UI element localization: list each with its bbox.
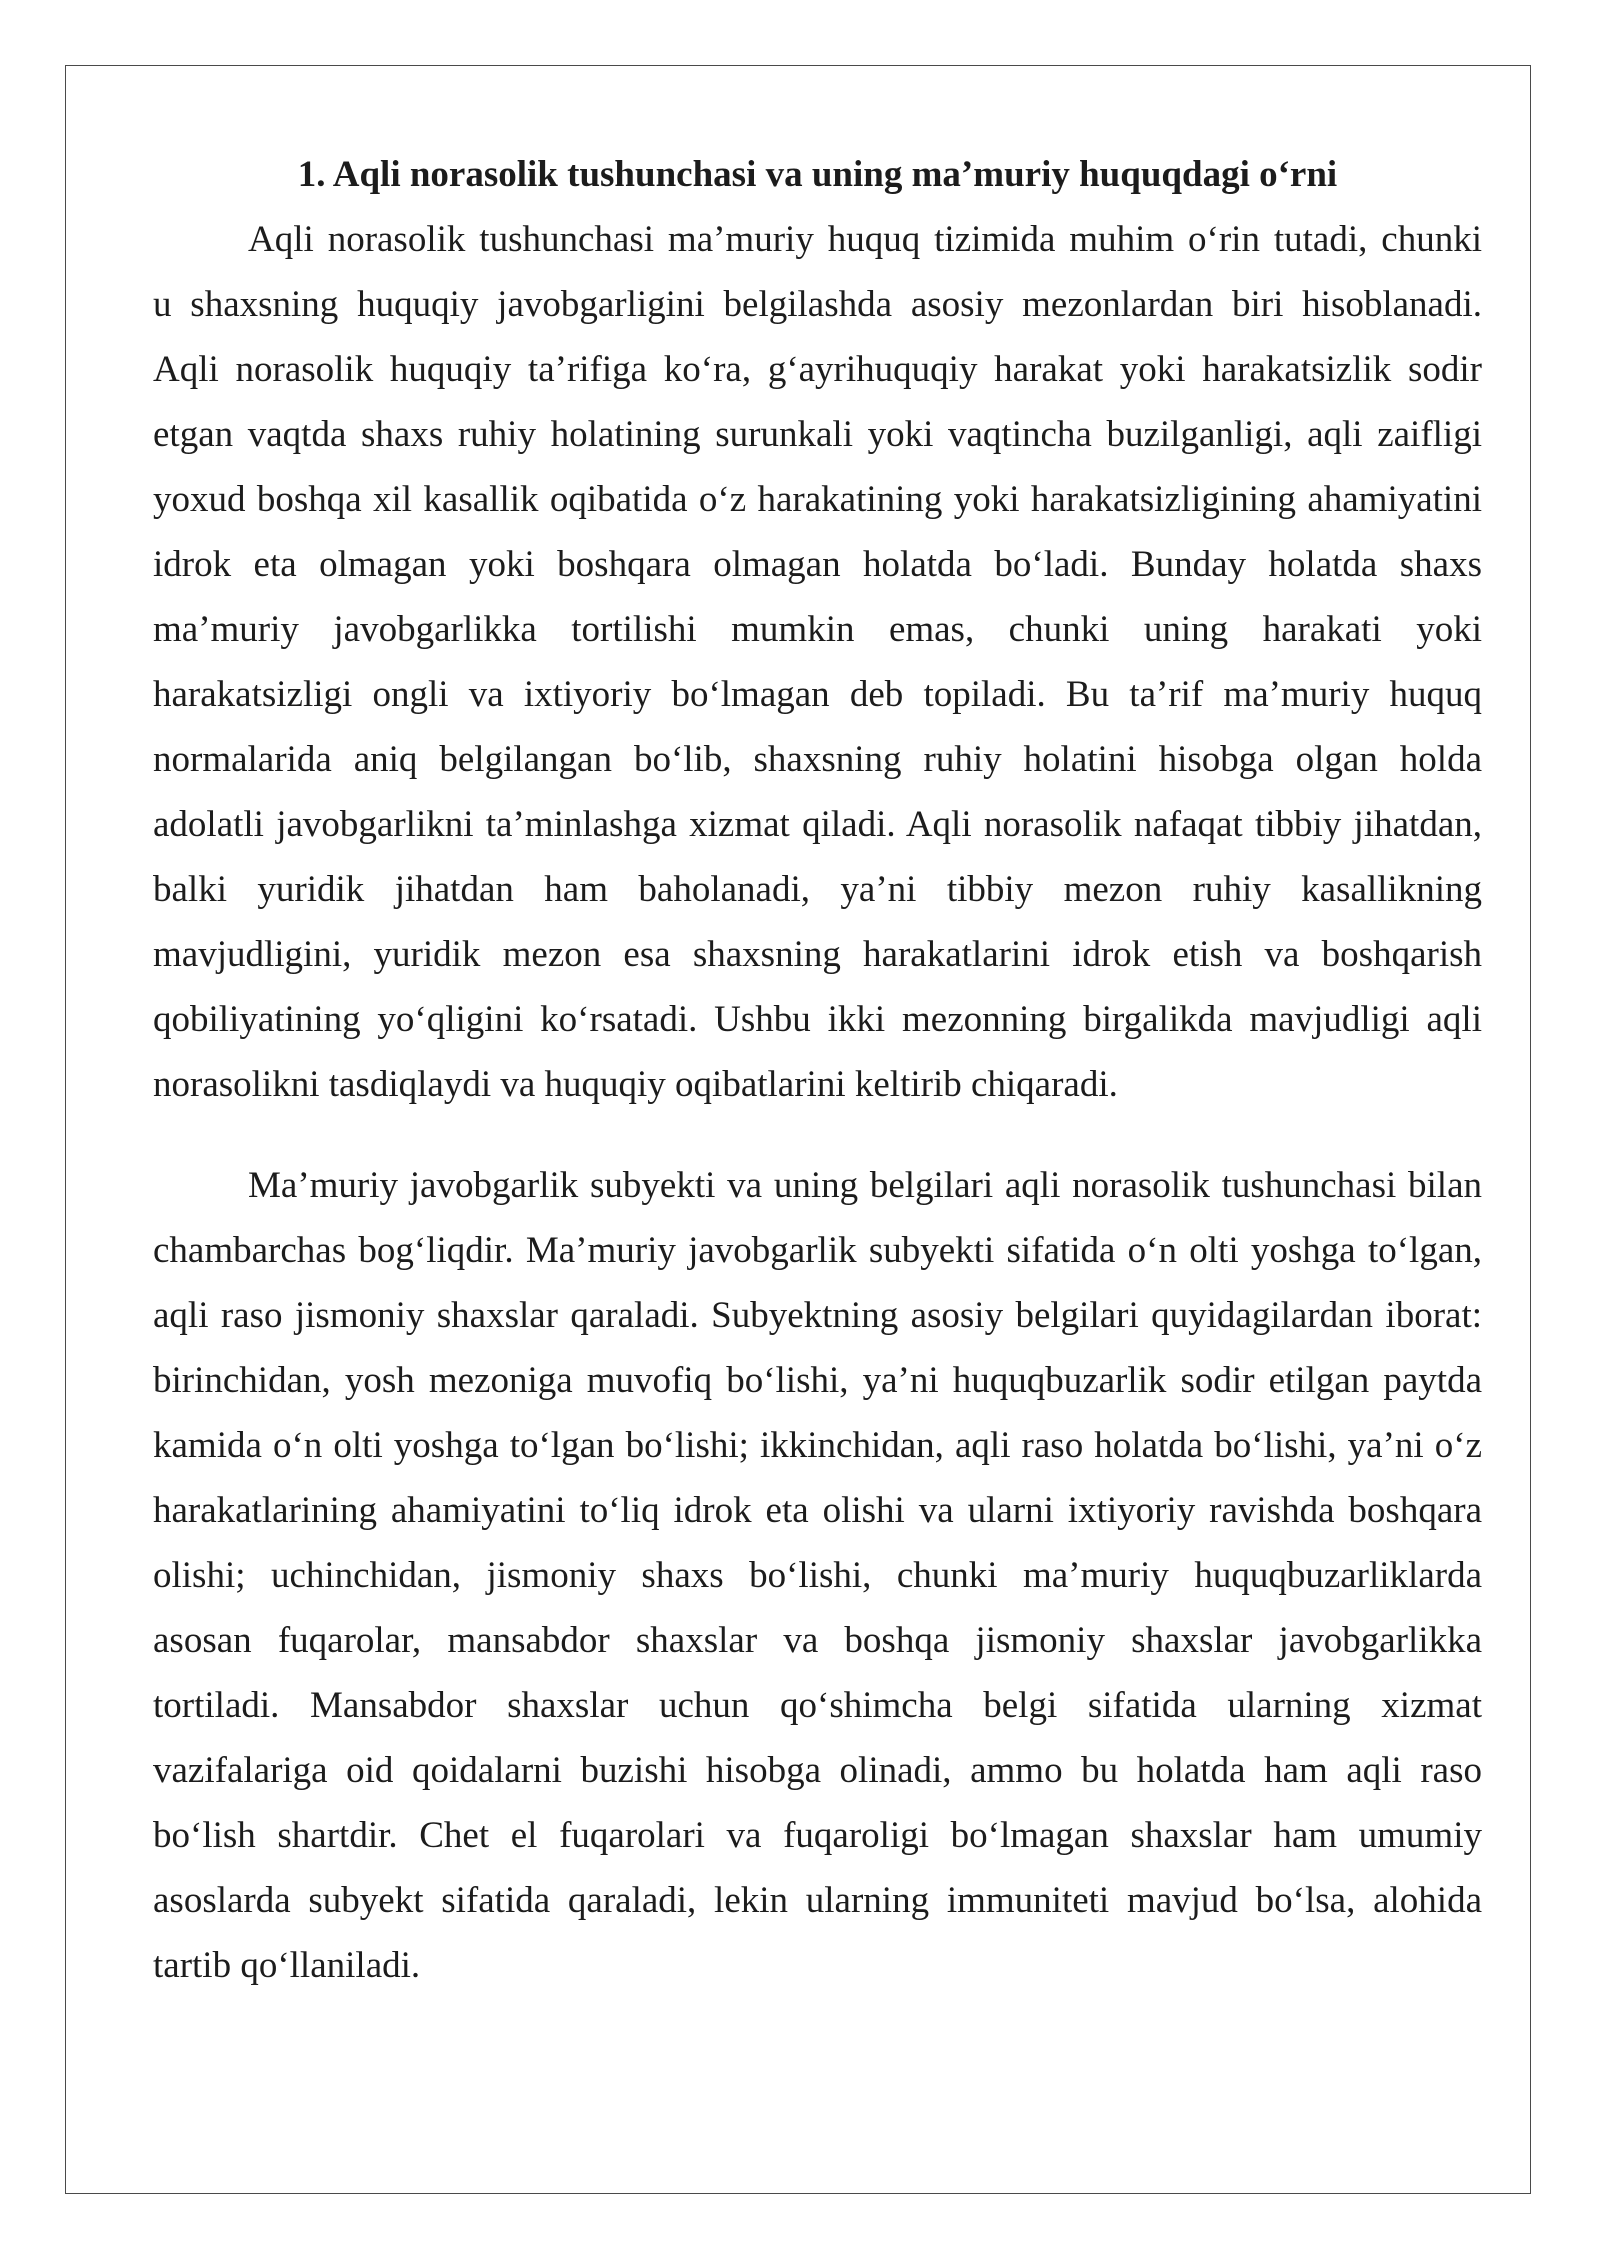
paragraph-line: norasolikni tasdiqlaydi va huquqiy oqibatlarini keltirib chiqaradi. (153, 1064, 1118, 1105)
paragraph-line: tartib qo‘llaniladi. (153, 1945, 421, 1986)
paragraph-line: kamida o‘n olti yoshga to‘lgan bo‘lishi; ikkinchidan, aqli raso holatda bo‘lishi, ya’ni o‘z (153, 1425, 1482, 1466)
paragraph (153, 1153, 1482, 1998)
section-title: 1. Aqli norasolik tushunchasi va uning ma’muriy huquqdagi o‘rni (297, 154, 1338, 195)
paragraph-line: asoslarda subyekt sifatida qaraladi, lekin ularning immuniteti mavjud bo‘lsa, alohida (153, 1880, 1482, 1921)
paragraph-line: u shaxsning huquqiy javobgarligini belgilashda asosiy mezonlardan biri hisoblanadi. (153, 284, 1482, 325)
paragraph-line: asosan fuqarolar, mansabdor shaxslar va boshqa jismoniy shaxslar javobgarlikka (153, 1620, 1482, 1661)
paragraph-line: yoxud boshqa xil kasallik oqibatida o‘z harakatining yoki harakatsizligining ahamiyatini (153, 479, 1482, 520)
paragraph-line: harakatsizligi ongli va ixtiyoriy bo‘lmagan deb topiladi. Bu ta’rif ma’muriy huquq (153, 674, 1482, 715)
paragraph-line: olishi; uchinchidan, jismoniy shaxs bo‘lishi, chunki ma’muriy huquqbuzarliklarda (153, 1555, 1482, 1596)
paragraph-line: qobiliyatining yo‘qligini ko‘rsatadi. Ushbu ikki mezonning birgalikda mavjudligi aqli (153, 999, 1482, 1040)
paragraph-line: idrok eta olmagan yoki boshqara olmagan holatda bo‘ladi. Bunday holatda shaxs (153, 544, 1482, 585)
paragraph-line: Aqli norasolik tushunchasi ma’muriy huquq tizimida muhim o‘rin tutadi, chunki (248, 219, 1482, 260)
paragraph-line: aqli raso jismoniy shaxslar qaraladi. Subyektning asosiy belgilari quyidagilardan iborat: (153, 1295, 1482, 1336)
paragraph-line: chambarchas bog‘liqdir. Ma’muriy javobgarlik subyekti sifatida o‘n olti yoshga to‘lgan, (153, 1230, 1482, 1271)
paragraph-line: etgan vaqtda shaxs ruhiy holatining surunkali yoki vaqtincha buzilganligi, aqli zaifligi (153, 414, 1482, 455)
paragraph-line: Ma’muriy javobgarlik subyekti va uning belgilari aqli norasolik tushunchasi bilan (248, 1165, 1482, 1206)
paragraph-line: tortiladi. Mansabdor shaxslar uchun qo‘shimcha belgi sifatida ularning xizmat (153, 1685, 1482, 1726)
paragraph-line: mavjudligini, yuridik mezon esa shaxsning harakatlarini idrok etish va boshqarish (153, 934, 1482, 975)
paragraph-line: harakatlarining ahamiyatini to‘liq idrok eta olishi va ularni ixtiyoriy ravishda boshqara (153, 1490, 1482, 1531)
paragraph-line: ma’muriy javobgarlikka tortilishi mumkin emas, chunki uning harakati yoki (153, 609, 1482, 650)
paragraph-line: normalarida aniq belgilangan bo‘lib, shaxsning ruhiy holatini hisobga olgan holda (153, 739, 1482, 780)
paragraph-line: birinchidan, yosh mezoniga muvofiq bo‘lishi, ya’ni huquqbuzarlik sodir etilgan paytda (153, 1360, 1482, 1401)
paragraph-line: adolatli javobgarlikni ta’minlashga xizmat qiladi. Aqli norasolik nafaqat tibbiy jihatdan, (153, 804, 1482, 845)
document-body (153, 142, 1482, 1998)
paragraph-line: balki yuridik jihatdan ham baholanadi, ya’ni tibbiy mezon ruhiy kasallikning (153, 869, 1482, 910)
paragraph-line: Aqli norasolik huquqiy ta’rifiga ko‘ra, g‘ayrihuquqiy harakat yoki harakatsizlik sodir (153, 349, 1482, 390)
paragraph (153, 207, 1482, 1117)
paragraph-line: bo‘lish shartdir. Chet el fuqarolari va fuqaroligi bo‘lmagan shaxslar ham umumiy (153, 1815, 1482, 1856)
paragraph-line: vazifalariga oid qoidalarni buzishi hisobga olinadi, ammo bu holatda ham aqli raso (153, 1750, 1482, 1791)
